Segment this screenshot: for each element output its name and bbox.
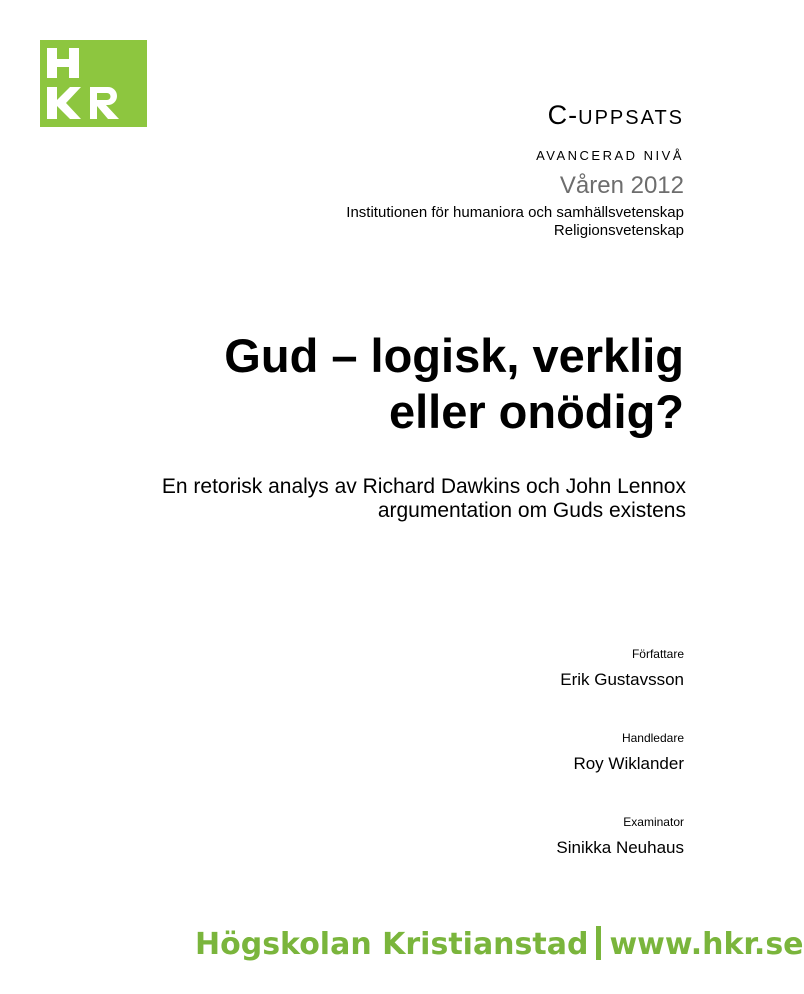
supervisor-name: Roy Wiklander xyxy=(573,754,684,773)
supervisor-label: Handledare xyxy=(621,731,684,745)
title-line-2: eller onödig? xyxy=(388,385,684,438)
institution-block xyxy=(346,204,684,240)
subject: Religionsvetenskap xyxy=(553,222,684,239)
subtitle-line-1: En retorisk analys av Richard Dawkins och John Lennox xyxy=(161,475,686,498)
institution: Institutionen för humaniora och samhällsvetenskap xyxy=(346,204,684,221)
subtitle xyxy=(162,475,686,523)
author-label: Författare xyxy=(631,647,684,661)
subtitle-line-2: argumentation om Guds existens xyxy=(377,499,686,522)
hkr-logo xyxy=(40,40,147,127)
footer-url[interactable]: www.hkr.se xyxy=(609,927,804,962)
thesis-level: AVANCERAD NIVÅ xyxy=(536,148,684,163)
footer xyxy=(195,925,804,965)
footer-school: Högskolan Kristianstad xyxy=(195,927,589,962)
page-title xyxy=(224,328,684,440)
author-name: Erik Gustavsson xyxy=(560,670,684,689)
semester: Våren 2012 xyxy=(559,172,684,199)
title-line-1: Gud – logisk, verklig xyxy=(224,329,684,382)
footer-divider xyxy=(596,926,601,960)
examiner-label: Examinator xyxy=(623,815,684,829)
thesis-type: C-UPPSATS xyxy=(547,100,684,130)
examiner-name: Sinikka Neuhaus xyxy=(556,838,684,857)
